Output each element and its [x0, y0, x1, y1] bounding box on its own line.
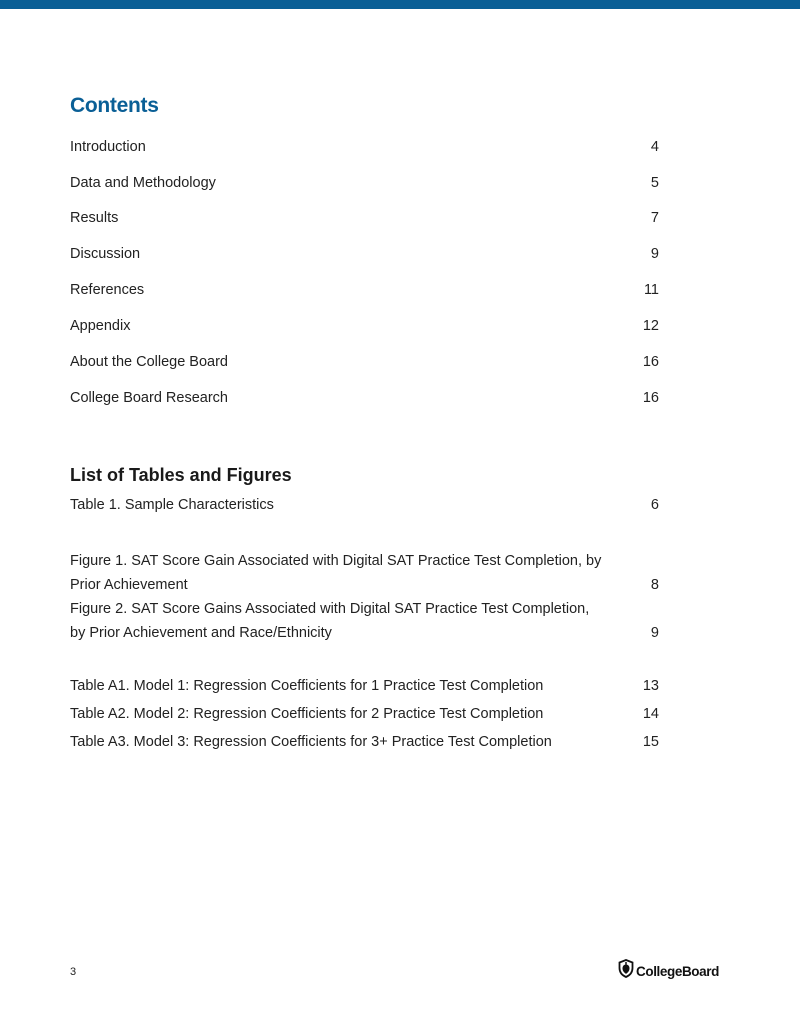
- lot-entry-first-line: Figure 1. SAT Score Gain Associated with Digital SAT Practice Test Completion, by: [70, 553, 602, 569]
- lot-entry-page: 9: [650, 625, 659, 641]
- toc-entry-label: Appendix: [70, 318, 131, 334]
- logo-wordmark: CollegeBoard: [636, 963, 719, 979]
- lot-entry-page: 15: [642, 734, 659, 750]
- lot-entry-label: Table 1. Sample Characteristics: [70, 497, 274, 513]
- toc-entry-label: Discussion: [70, 246, 145, 262]
- toc-entry-page: 4: [650, 139, 659, 155]
- lot-entry-label: Table A3. Model 3: Regression Coefficients for 3+ Practice Test Completion: [70, 734, 552, 750]
- lot-entry-label: by Prior Achievement and Race/Ethnicity: [70, 625, 332, 641]
- toc-entry[interactable]: [70, 139, 659, 159]
- college-board-logo: [618, 960, 719, 982]
- toc-entry-page: 16: [642, 390, 659, 406]
- lot-entry[interactable]: [70, 674, 659, 698]
- toc-entry-page: 5: [650, 175, 659, 191]
- acorn-shield-icon: [618, 959, 634, 983]
- contents-heading: Contents: [70, 94, 159, 117]
- lot-entry-page: 6: [650, 497, 659, 513]
- lot-entry[interactable]: [70, 493, 659, 517]
- toc-entry-page: 11: [643, 282, 659, 298]
- toc-entry-page: 7: [650, 210, 659, 226]
- toc-entry-label: References: [70, 282, 149, 298]
- toc-entry[interactable]: [70, 282, 659, 302]
- toc-entry-label: College Board Research: [70, 390, 228, 406]
- lot-entry-page: 14: [642, 706, 659, 722]
- toc-entry[interactable]: [70, 318, 659, 338]
- toc-entry-page: 12: [642, 318, 659, 334]
- lot-entry-label: Table A2. Model 2: Regression Coefficients for 2 Practice Test Completion: [70, 706, 544, 722]
- toc-entry[interactable]: [70, 210, 659, 230]
- toc-entry[interactable]: [70, 246, 659, 266]
- lot-entry[interactable]: [70, 730, 659, 754]
- toc-entry-page: 9: [650, 246, 659, 262]
- toc-entry-label: Introduction: [70, 139, 146, 155]
- lot-entry-label: Table A1. Model 1: Regression Coefficients for 1 Practice Test Completion: [70, 678, 544, 694]
- toc-entry[interactable]: [70, 175, 659, 195]
- footer-page-number: 3: [70, 966, 77, 978]
- lot-entry[interactable]: [70, 549, 659, 597]
- toc-entry[interactable]: [70, 390, 659, 410]
- list-of-tables-heading: List of Tables and Figures: [70, 465, 292, 485]
- lot-entry[interactable]: [70, 702, 659, 726]
- lot-entry-page: 8: [650, 577, 659, 593]
- lot-entry-first-line: Figure 2. SAT Score Gains Associated with Digital SAT Practice Test Completion,: [70, 601, 590, 617]
- toc-entry-page: 16: [642, 354, 659, 370]
- toc-entry-label: Data and Methodology: [70, 175, 216, 191]
- lot-entry-page: 13: [642, 678, 659, 694]
- toc-entry-label: Results: [70, 210, 119, 226]
- lot-entry-label: Prior Achievement: [70, 577, 192, 593]
- lot-entry[interactable]: [70, 597, 659, 645]
- toc-entry[interactable]: [70, 354, 659, 374]
- top-accent-bar: [0, 0, 800, 9]
- toc-entry-label: About the College Board: [70, 354, 228, 370]
